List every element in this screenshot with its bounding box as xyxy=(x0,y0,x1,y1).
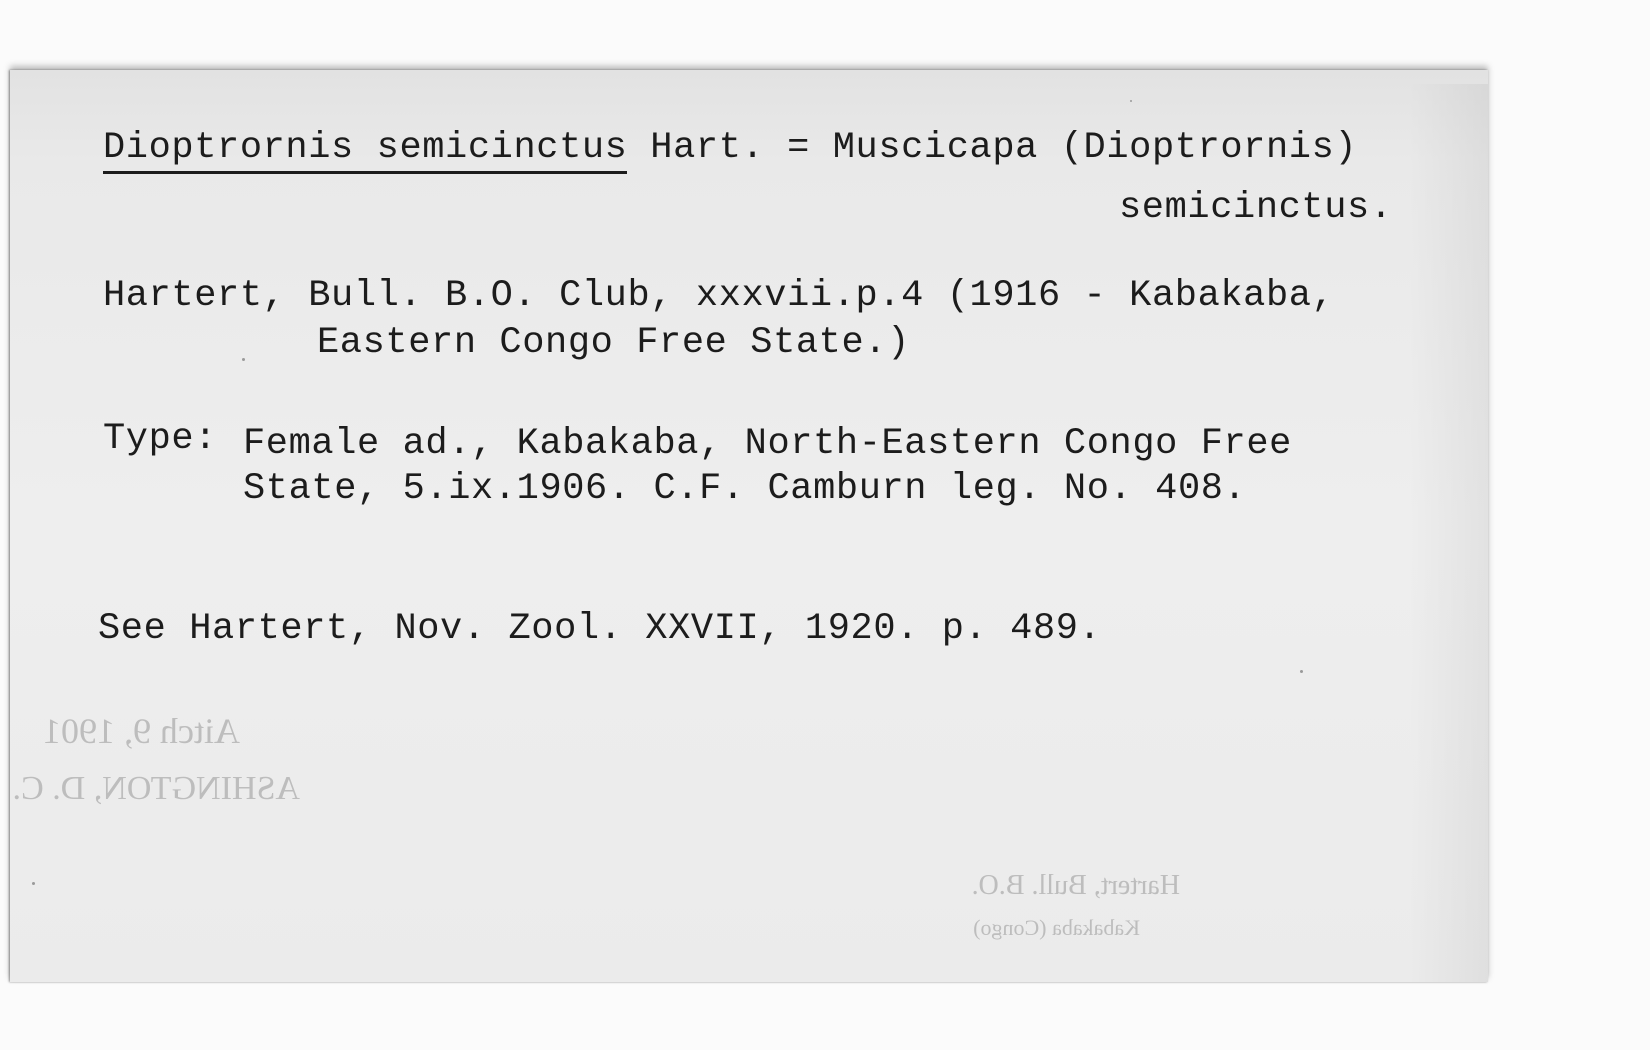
species-name: Dioptrornis semicinctus xyxy=(103,127,627,174)
reference-line-2: Eastern Congo Free State.) xyxy=(317,322,910,364)
bleed-through-line-2: ASHINGTON, D. C. xyxy=(12,770,300,807)
reference-line-1: Hartert, Bull. B.O. Club, xxxvii.p.4 (1916 - Kabakaba, xyxy=(103,275,1335,317)
bleed-through-line-1: Aitch 9, 1901 xyxy=(43,711,240,751)
scan-speck xyxy=(32,882,35,885)
scan-speck xyxy=(1300,670,1303,673)
type-line-2: State, 5.ix.1906. C.F. Camburn leg. No. 408. xyxy=(243,468,1247,510)
card-title-line-2: semicinctus. xyxy=(1119,187,1393,229)
scan-speck xyxy=(242,358,245,361)
card-title-line-1 xyxy=(103,127,1357,169)
bleed-through-line-4: Kabakaba (Congo) xyxy=(973,915,1140,940)
see-also-line: See Hartert, Nov. Zool. XXVII, 1920. p. 489. xyxy=(98,608,1102,650)
type-label: Type: xyxy=(103,418,218,460)
index-card xyxy=(10,70,1488,982)
bleed-through-line-3: Hartert, Bull. B.O. xyxy=(971,870,1180,901)
scan-speck xyxy=(1130,100,1132,102)
synonym-text: Hart. = Muscicapa (Dioptrornis) xyxy=(627,127,1358,169)
type-line-1: Female ad., Kabakaba, North-Eastern Congo Free xyxy=(243,423,1292,465)
